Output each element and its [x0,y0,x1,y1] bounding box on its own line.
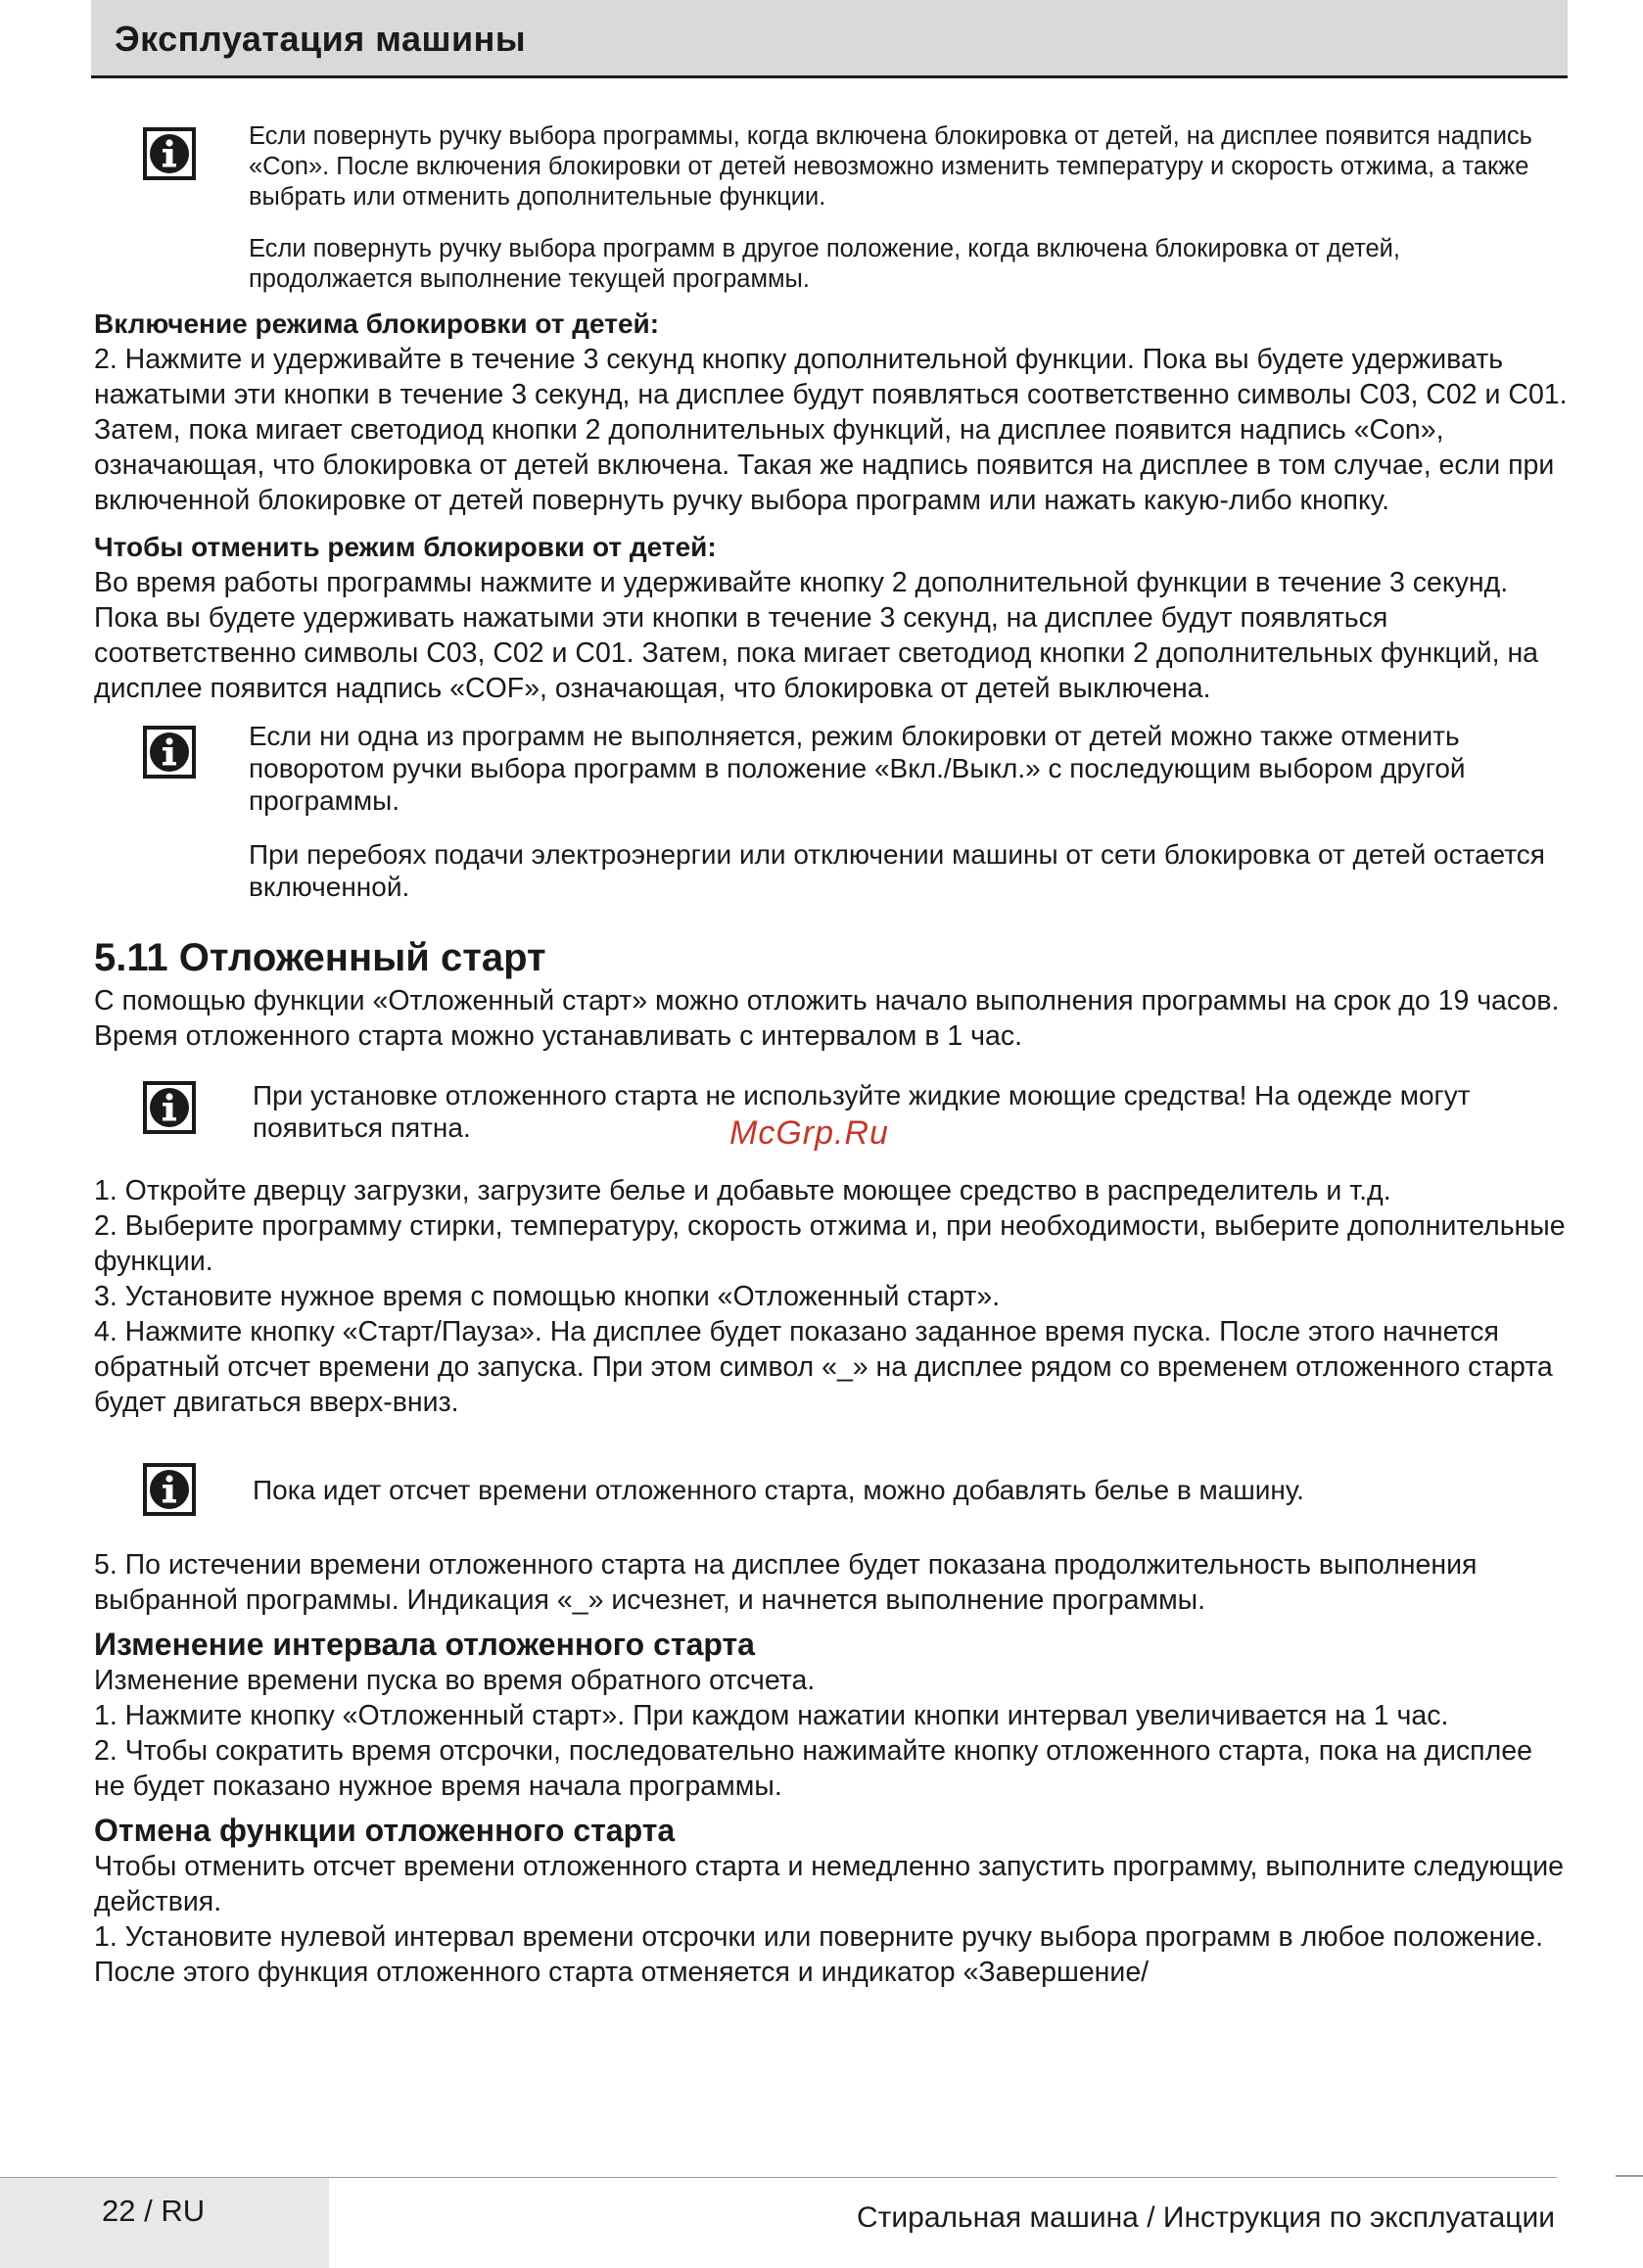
list-item: 2. Чтобы сократить время отсрочки, последовательно нажимайте кнопку отложенного старта, пока на дисплее не будет показано нужное время начала программы. [94,1735,1532,1802]
page-number: 22 / RU [102,2194,206,2228]
info-icon [143,1463,196,1516]
info-note [94,1079,1571,1173]
list-item: 1. Откройте дверцу загрузки, загрузите белье и добавьте моющее средство в распределитель и т.д. [94,1175,1391,1206]
info-icon [143,726,196,779]
note-text: При перебоях подачи электроэнергии или отключении машины от сети блокировка от детей остается включенной. [249,839,1545,902]
note-text: Если ни одна из программ не выполняется, режим блокировки от детей можно также отменить поворотом ручки выбора программ в положение «Вкл./Выкл.» с последующим выбором другой программы. [249,721,1466,816]
page-title: Эксплуатация машины [115,19,527,59]
header-band [91,0,1568,78]
note-text: При установке отложенного старта не используйте жидкие моющие средства! На одежде могут появиться пятна. [253,1080,1471,1143]
delayed-step-5: 5. По истечении времени отложенного старта на дисплее будет показана продолжительность выполнения выбранной программы. Индикация «_» исчезнет, и начнется выполнение программы. [94,1549,1478,1616]
cancel-heading: Отмена функции отложенного старта [94,1813,676,1848]
list-item: 2. Выберите программу стирки, температуру, скорость отжима и, при необходимости, выберите дополнительные функции. [94,1210,1566,1277]
lock-on-heading: Включение режима блокировки от детей: [94,308,660,339]
list-item: Изменение времени пуска во время обратного отсчета. [94,1665,816,1696]
list-item: Чтобы отменить отсчет времени отложенного старта и немедленно запустить программу, выполните следующие действия. [94,1851,1564,1917]
footer-tick [1616,2175,1643,2177]
change-list [94,1663,1571,1804]
note-body [249,121,1571,307]
note-text: Если повернуть ручку выбора программ в другое положение, когда включена блокировка от детей, продолжается выполнение текущей программы. [249,235,1401,293]
delayed-steps [94,1173,1571,1420]
section-heading: 5.11 Отложенный старт [94,936,546,979]
cancel-list [94,1849,1571,1990]
watermark: McGrp.Ru [729,1114,889,1152]
page-content [94,116,1571,1990]
note-body [249,1079,1571,1173]
lock-off-heading: Чтобы отменить режим блокировки от детей: [94,532,717,562]
info-icon [143,1081,196,1134]
info-note [94,121,1571,307]
note-text: Если повернуть ручку выбора программы, когда включена блокировка от детей, на дисплее появится надпись «Con». После включения блокировки от детей невозможно изменить температуру и скорость отжима, а также выбрать или отменить дополнительные функции. [249,122,1532,211]
list-item: 1. Установите нулевой интервал времени отсрочки или поверните ручку выбора программ в любое положение. После этого функция отложенного старта отменяется и индикатор «Завершение/ [94,1921,1544,1988]
list-item: 4. Нажмите кнопку «Старт/Пауза». На дисплее будет показано заданное время пуска. После этого начнется обратный отсчет времени до запуска. При этом символ «_» на дисплее рядом со временем отложенного старта будет двигаться вверх-вниз. [94,1316,1553,1418]
info-icon [143,127,196,180]
note-body [249,1474,1571,1506]
footer-doc-title: Стиральная машина / Инструкция по эксплуатации [856,2201,1555,2234]
list-item: 1. Нажмите кнопку «Отложенный старт». При каждом нажатии кнопки интервал увеличивается на 1 час. [94,1700,1449,1731]
info-note [94,720,1571,932]
lock-on-text: 2. Нажмите и удерживайте в течение 3 секунд кнопку дополнительной функции. Пока вы будете удерживать нажатыми эти кнопки в течение 3 секунд, на дисплее будут появляться соответственно символы C03, C02 и C01. Затем, пока мигает светодиод кнопки 2 дополнительных функций, на дисплее появится надпись «Con», означающая, что блокировка от детей включена. Такая же надпись появится на дисплее в том случае, если при включенной блокировке от детей повернуть ручку выбора программ или нажать какую-либо кнопку. [94,344,1568,516]
change-heading: Изменение интервала отложенного старта [94,1627,755,1662]
note-body [249,720,1571,932]
info-note [94,1463,1571,1516]
lock-off-text: Во время работы программы нажмите и удерживайте кнопку 2 дополнительной функции в течение 3 секунд. Пока вы будете удерживать нажатыми эти кнопки в течение 3 секунд, на дисплее будут появляться соответственно символы C03, C02 и C01. Затем, пока мигает светодиод кнопки 2 дополнительных функций, на дисплее появится надпись «COF», означающая, что блокировка от детей выключена. [94,567,1539,704]
delayed-intro: С помощью функции «Отложенный старт» можно отложить начало выполнения программы на срок до 19 часов. Время отложенного старта можно устанавливать с интервалом в 1 час. [94,985,1560,1052]
note-text: Пока идет отсчет времени отложенного старта, можно добавлять белье в машину. [253,1474,1304,1505]
list-item: 3. Установите нужное время с помощью кнопки «Отложенный старт». [94,1281,1001,1312]
